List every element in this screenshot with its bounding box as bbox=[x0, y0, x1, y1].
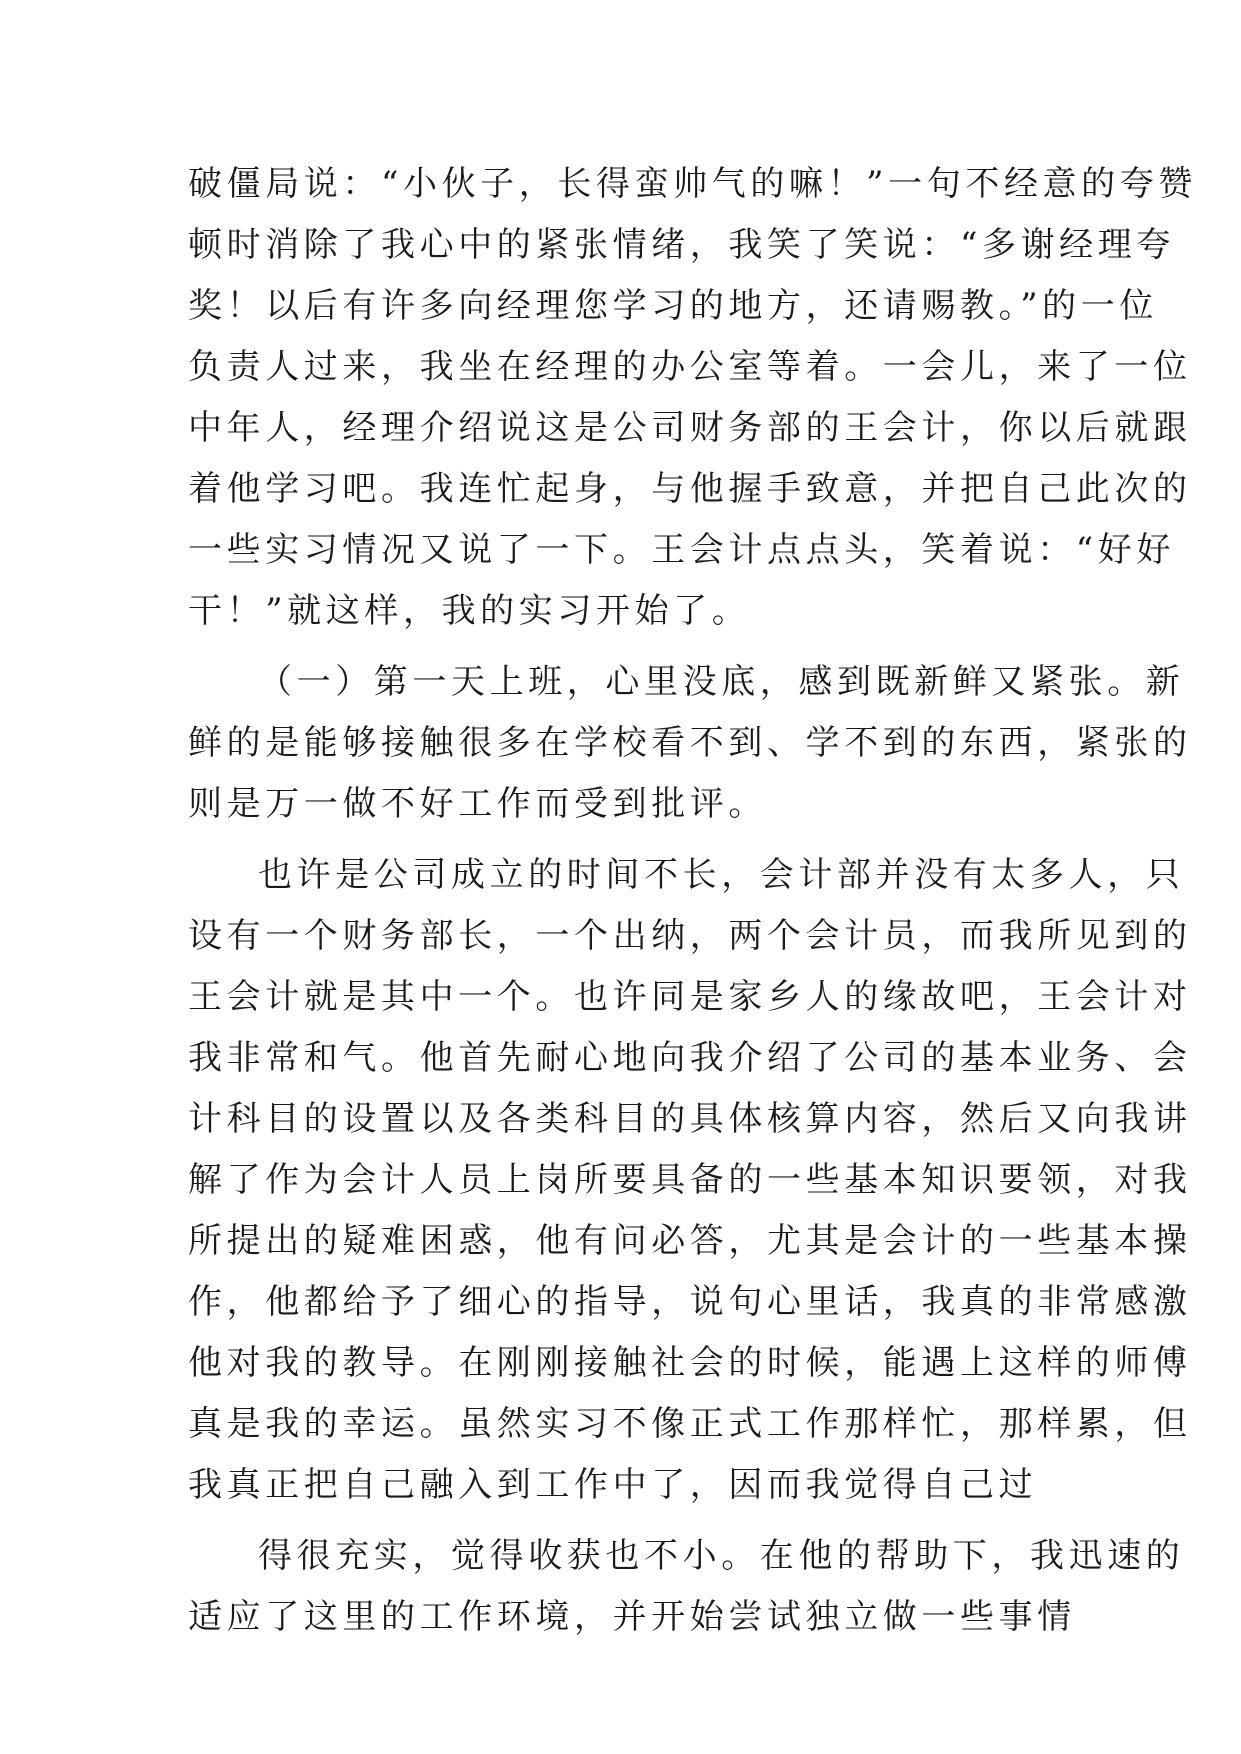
text-line: 则是万一做不好工作而受到批评。 bbox=[188, 784, 767, 824]
text-line: 他对我的教导。在刚刚接触社会的时候，能遇上这样的师傅 bbox=[188, 1343, 1192, 1383]
text-line: 负责人过来，我坐在经理的办公室等着。一会儿，来了一位 bbox=[188, 347, 1192, 387]
text-line: 破僵局说：“小伙子，长得蛮帅气的嘛！”一句不经意的夸赞 bbox=[188, 164, 1197, 204]
text-line: 干！”就这样，我的实习开始了。 bbox=[188, 591, 751, 631]
text-line: 鲜的是能够接触很多在学校看不到、学不到的东西，紧张的 bbox=[188, 723, 1192, 763]
text-line: 所提出的疑难困惑，他有问必答，尤其是会计的一些基本操 bbox=[188, 1221, 1192, 1261]
text-line: 着他学习吧。我连忙起身，与他握手致意，并把自己此次的 bbox=[188, 469, 1192, 509]
text-line: 得很充实，觉得收获也不小。在他的帮助下，我迅速的 bbox=[258, 1536, 1185, 1576]
text-line: 真是我的幸运。虽然实习不像正式工作那样忙，那样累，但 bbox=[188, 1404, 1192, 1444]
text-line: 解了作为会计人员上岗所要具备的一些基本知识要领，对我 bbox=[188, 1160, 1192, 1200]
text-line: 一些实习情况又说了一下。王会计点点头，笑着说：“好好 bbox=[188, 530, 1175, 570]
text-line: 计科目的设置以及各类科目的具体核算内容，然后又向我讲 bbox=[188, 1099, 1192, 1139]
text-line: 我真正把自己融入到工作中了，因而我觉得自己过 bbox=[188, 1465, 1038, 1505]
text-line: 作，他都给予了细心的指导，说句心里话，我真的非常感激 bbox=[188, 1282, 1192, 1322]
text-line: 顿时消除了我心中的紧张情绪，我笑了笑说：“多谢经理夸 bbox=[188, 225, 1175, 265]
text-line: 中年人，经理介绍说这是公司财务部的王会计，你以后就跟 bbox=[188, 408, 1192, 448]
text-line: 也许是公司成立的时间不长，会计部并没有太多人，只 bbox=[258, 855, 1185, 895]
text-line: 王会计就是其中一个。也许同是家乡人的缘故吧，王会计对 bbox=[188, 977, 1192, 1017]
document-body bbox=[188, 154, 1197, 1648]
text-line: 设有一个财务部长，一个出纳，两个会计员，而我所见到的 bbox=[188, 916, 1192, 956]
text-line: 奖！以后有许多向经理您学习的地方，还请赐教。”的一位 bbox=[188, 286, 1158, 326]
text-line: （一）第一天上班，心里没底，感到既新鲜又紧张。新 bbox=[258, 662, 1185, 702]
text-line: 我非常和气。他首先耐心地向我介绍了公司的基本业务、会 bbox=[188, 1038, 1192, 1078]
text-line: 适应了这里的工作环境，并开始尝试独立做一些事情 bbox=[188, 1597, 1076, 1637]
